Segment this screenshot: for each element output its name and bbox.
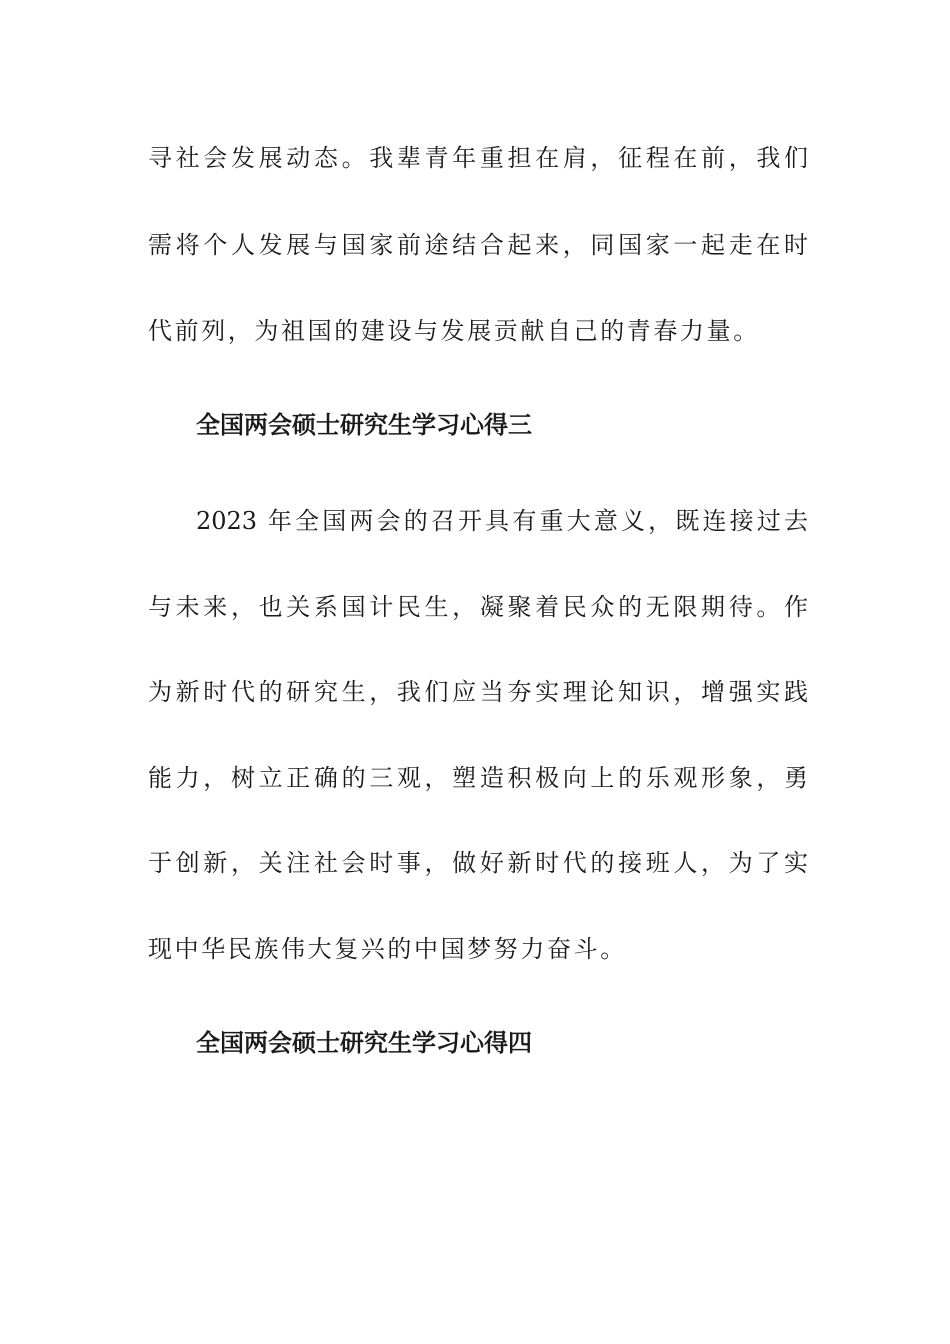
paragraph-line: 需将个人发展与国家前途结合起来，同国家一起走在时: [148, 231, 808, 259]
paragraph-line: 能力，树立正确的三观，塑造积极向上的乐观形象，勇: [148, 764, 808, 792]
paragraph-line: 于创新，关注社会时事，做好新时代的接班人，为了实: [148, 849, 808, 877]
paragraph-line: 寻社会发展动态。我辈青年重担在肩，征程在前，我们: [148, 144, 808, 172]
paragraph-line: 与未来，也关系国计民生，凝聚着民众的无限期待。作: [148, 593, 808, 621]
section-heading: 全国两会硕士研究生学习心得三: [196, 411, 532, 439]
paragraph-line: 2023 年全国两会的召开具有重大意义，既连接过去: [196, 507, 808, 535]
paragraph-line: 为新时代的研究生，我们应当夯实理论知识，增强实践: [148, 678, 808, 706]
paragraph-line: 现中华民族伟大复兴的中国梦努力奋斗。: [148, 935, 627, 963]
section-heading: 全国两会硕士研究生学习心得四: [196, 1029, 532, 1057]
paragraph-line: 代前列，为祖国的建设与发展贡献自己的青春力量。: [148, 317, 760, 345]
